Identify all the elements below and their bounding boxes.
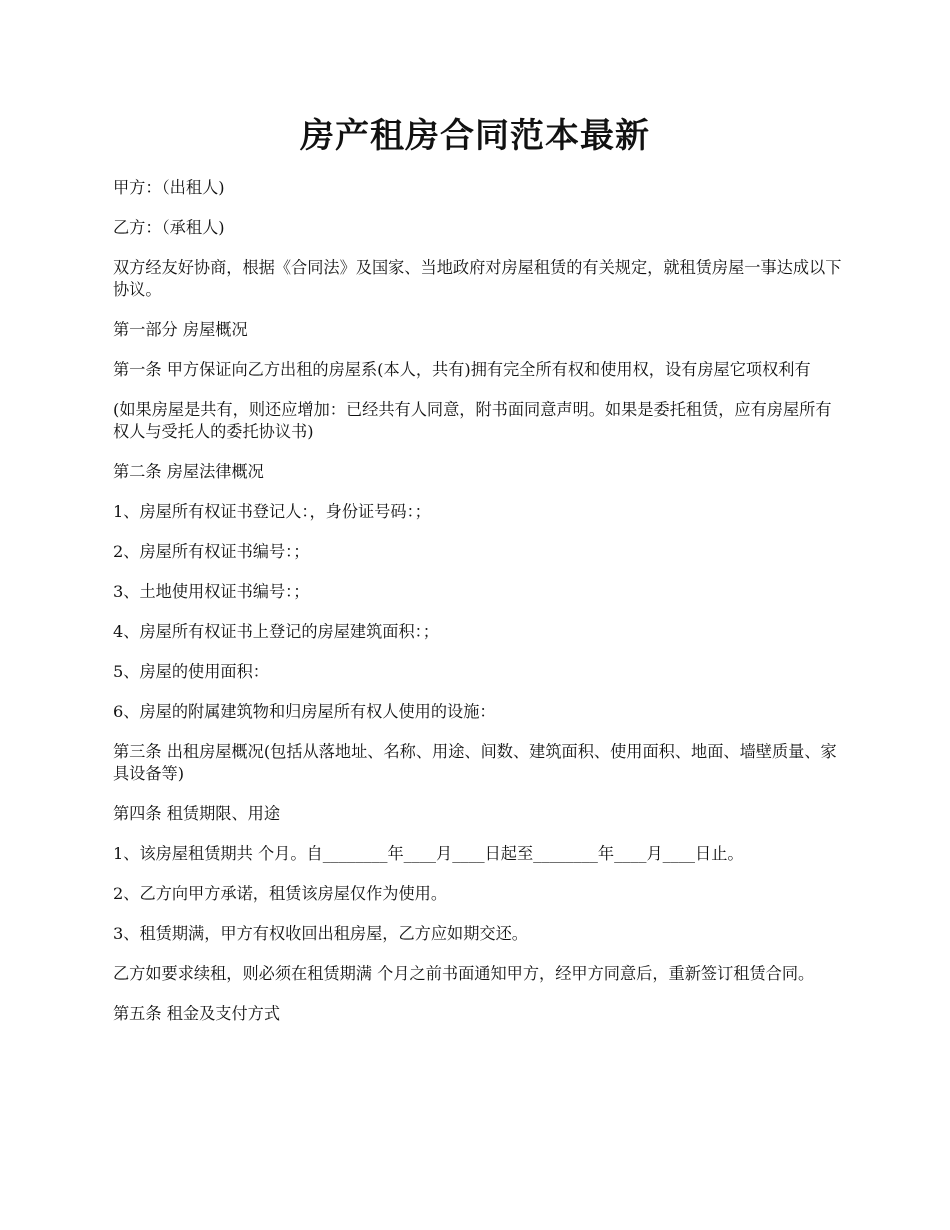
article-one-paragraph: 第一条 甲方保证向乙方出租的房屋系(本人，共有)拥有完全所有权和使用权，设有房屋它项权利有 — [113, 360, 811, 379]
list-item: 6、房屋的附属建筑物和归房屋所有权人使用的设施： — [113, 702, 496, 721]
article-five-heading: 第五条 租金及支付方式 — [113, 1004, 281, 1023]
party-a-line: 甲方：（出租人) — [113, 178, 225, 197]
party-b-line: 乙方：（承租人) — [113, 218, 225, 237]
document-body — [113, 177, 843, 1043]
list-item: 3、土地使用权证书编号：； — [113, 582, 310, 601]
list-item: 2、房屋所有权证书编号：； — [113, 542, 310, 561]
list-item: 3、租赁期满，甲方有权收回出租房屋，乙方应如期交还。 — [113, 924, 528, 943]
section-heading-part-one: 第一部分 房屋概况 — [113, 320, 248, 339]
article-three-paragraph: 第三条 出租房屋概况(包括从落地址、名称、用途、间数、建筑面积、使用面积、地面、墙壁质量、家具设备等) — [113, 742, 837, 783]
article-four-heading: 第四条 租赁期限、用途 — [113, 804, 281, 823]
list-item: 1、该房屋租赁期共 个月。自________年____月____日起至________年____月____日止。 — [113, 844, 744, 863]
co-ownership-note: (如果房屋是共有，则还应增加：已经共有人同意，附书面同意声明。如果是委托租赁，应有房屋所有权人与受托人的委托协议书) — [113, 400, 832, 441]
list-item: 2、乙方向甲方承诺，租赁该房屋仅作为使用。 — [113, 884, 448, 903]
list-item: 5、房屋的使用面积： — [113, 662, 269, 681]
article-two-heading: 第二条 房屋法律概况 — [113, 462, 264, 481]
renewal-paragraph: 乙方如要求续租，则必须在租赁期满 个月之前书面通知甲方，经甲方同意后，重新签订租赁合同。 — [113, 964, 815, 983]
list-item: 1、房屋所有权证书登记人：，身份证号码：； — [113, 502, 431, 521]
document-title: 房产租房合同范本最新 — [300, 116, 650, 156]
list-item: 4、房屋所有权证书上登记的房屋建筑面积：； — [113, 622, 439, 641]
preamble-paragraph: 双方经友好协商，根据《合同法》及国家、当地政府对房屋租赁的有关规定，就租赁房屋一事达成以下协议。 — [113, 258, 842, 299]
